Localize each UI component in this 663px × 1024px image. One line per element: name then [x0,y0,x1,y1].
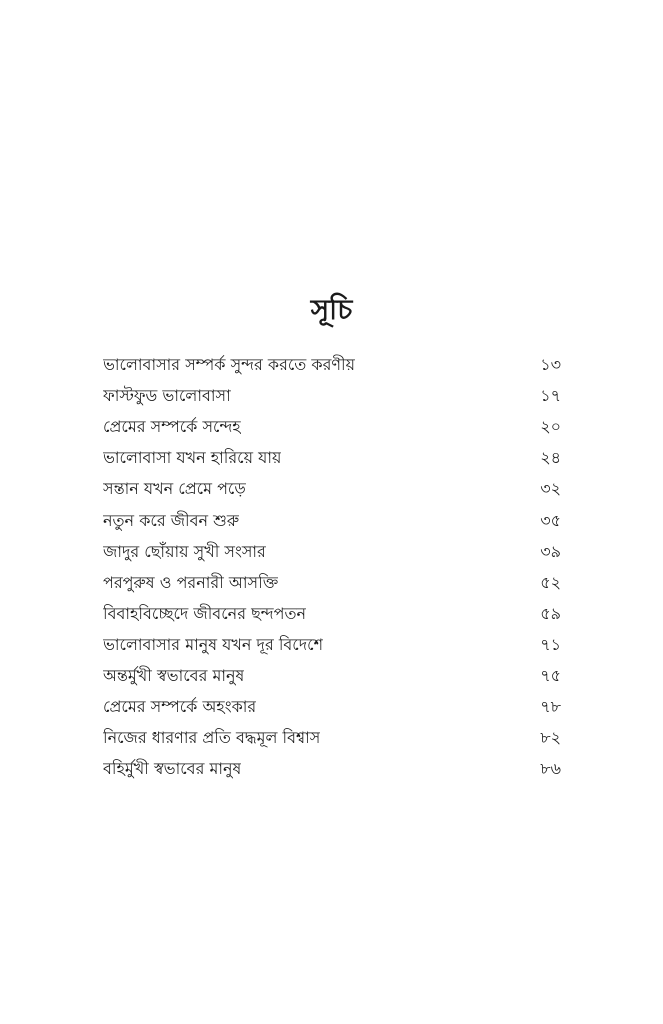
toc-entry-title: সন্তান যখন প্রেমে পড়ে [103,479,246,499]
toc-entry-title: ফাস্টফুড ভালোবাসা [103,386,231,406]
toc-entry-page-number: ৫৯ [540,603,561,623]
toc-entry [103,691,561,722]
toc-entry-page-number: ৭১ [540,634,561,654]
toc-entry-page-number: ৩৫ [540,510,561,530]
table-of-contents [103,349,561,784]
toc-entry-page-number: ১৩ [540,355,561,375]
toc-entry-page-number: ৭৮ [540,697,561,717]
toc-entry-page-number: ১৭ [540,386,561,406]
toc-entry [103,660,561,691]
toc-entry-page-number: ৩২ [540,479,561,499]
toc-entry-title: পরপুরুষ ও পরনারী আসক্তি [103,572,279,592]
toc-entry-title: জাদুর ছোঁয়ায় সুখী সংসার [103,541,266,561]
toc-entry-title: বিবাহবিচ্ছেদে জীবনের ছন্দপতন [103,603,307,623]
toc-entry [103,504,561,535]
toc-entry-title: নিজের ধারণার প্রতি বদ্ধমূল বিশ্বাস [103,728,321,748]
toc-entry [103,442,561,473]
toc-entry-title: প্রেমের সম্পর্কে অহংকার [103,697,257,717]
toc-entry-title: নতুন করে জীবন শুরু [103,510,240,530]
toc-entry [103,753,561,784]
toc-entry-page-number: ৮৬ [540,759,561,779]
toc-entry-page-number: ৫২ [540,572,561,592]
toc-entry [103,629,561,660]
toc-entry-title: প্রেমের সম্পর্কে সন্দেহ [103,417,241,437]
toc-entry-page-number: ২৪ [540,448,561,468]
toc-entry [103,349,561,380]
toc-entry [103,411,561,442]
page-title: সূচি [310,293,353,326]
toc-entry [103,473,561,504]
toc-entry [103,598,561,629]
toc-entry-page-number: ৮২ [540,728,561,748]
toc-entry [103,380,561,411]
toc-entry-page-number: ৩৯ [540,541,561,561]
toc-entry-title: ভালোবাসার মানুষ যখন দূর বিদেশে [103,634,324,654]
toc-entry [103,567,561,598]
toc-entry-title: বহির্মুখী স্বভাবের মানুষ [103,759,242,779]
toc-entry-title: ভালোবাসা যখন হারিয়ে যায় [103,448,282,468]
toc-entry-title: ভালোবাসার সম্পর্ক সুন্দর করতে করণীয় [103,355,356,375]
toc-entry-page-number: ২০ [540,417,561,437]
toc-entry [103,536,561,567]
toc-entry-title: অন্তর্মুখী স্বভাবের মানুষ [103,665,245,685]
toc-entry [103,722,561,753]
toc-entry-page-number: ৭৫ [540,665,561,685]
